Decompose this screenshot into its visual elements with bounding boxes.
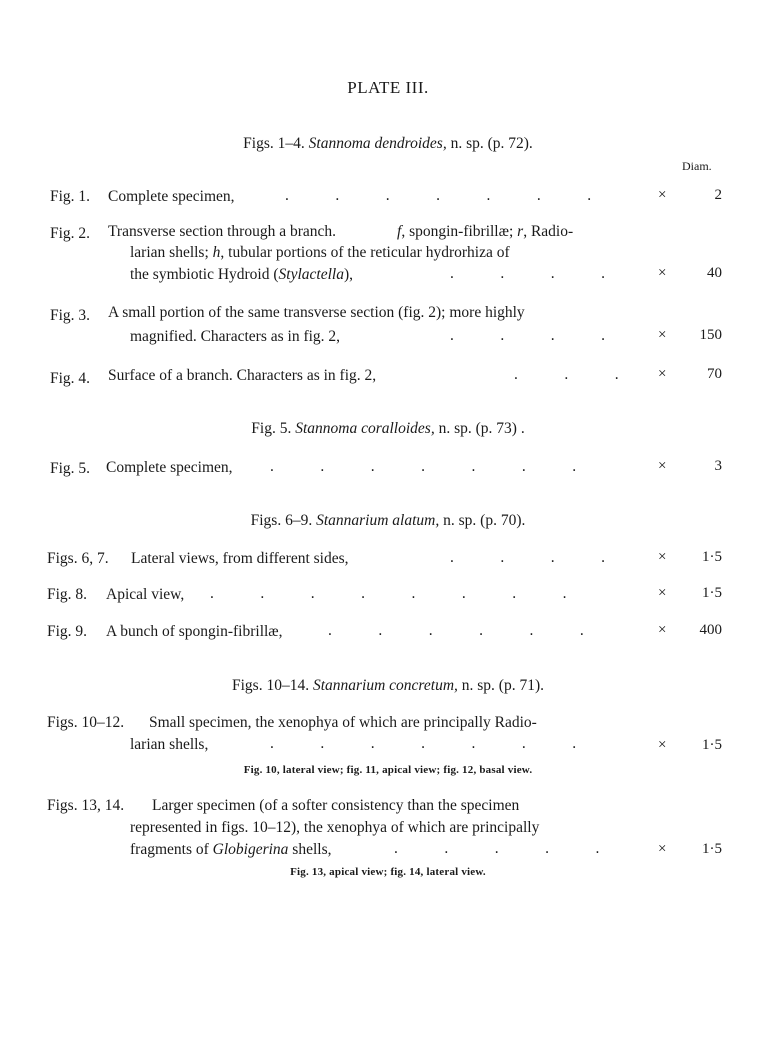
section-heading-stannoma-dendroides: [0, 135, 776, 153]
heading-suffix: n. sp. (p. 70).: [443, 512, 526, 529]
heading-genus: Stannarium alatum,: [316, 512, 440, 529]
magnification: 150: [699, 327, 722, 343]
times-symbol: ×: [658, 549, 667, 565]
figure-note: Fig. 13, apical view; fig. 14, lateral view.: [290, 866, 486, 878]
magnification: 70: [707, 366, 722, 382]
times-symbol: ×: [658, 265, 667, 281]
times-symbol: ×: [658, 737, 667, 753]
entry-label: Fig. 3.: [50, 307, 91, 324]
entry-text: Small specimen, the xenophya of which are principally Radio-: [149, 714, 537, 731]
entry-text: larian shells,: [130, 736, 209, 753]
times-symbol: ×: [658, 622, 667, 638]
entry-text: f, spongin-fibrillæ; r, Radio-: [397, 223, 574, 240]
heading-suffix: n. sp. (p. 71).: [461, 677, 544, 694]
magnification: 1·5: [702, 549, 722, 565]
entry-text: Larger specimen (of a softer consistency than the specimen: [152, 797, 520, 814]
leader-dots: . . . . . . .: [270, 458, 577, 475]
leader-dots: . . .: [514, 366, 619, 383]
heading-genus: Stannoma coralloides,: [295, 420, 435, 437]
magnification: 400: [699, 622, 722, 638]
entry-text: Lateral views, from different sides,: [131, 550, 349, 567]
entry-label: Fig. 9.: [47, 623, 88, 640]
entry-label: Fig. 1.: [50, 188, 91, 205]
heading-prefix: Figs. 10–14.: [231, 677, 310, 694]
magnification: 3: [714, 458, 722, 474]
heading-suffix: n. sp. (p. 72).: [450, 135, 533, 152]
magnification: 2: [714, 187, 722, 203]
entry-text: Complete specimen,: [106, 459, 233, 476]
times-symbol: ×: [658, 841, 667, 857]
heading-prefix: Figs. 6–9.: [250, 512, 313, 529]
entry-text: the symbiotic Hydroid (Stylactella),: [130, 266, 353, 283]
entry-text: fragments of Globigerina shells,: [130, 841, 332, 858]
leader-dots: . . . . . . .: [270, 735, 577, 752]
times-symbol: ×: [658, 327, 667, 343]
entry-label: Fig. 4.: [50, 370, 91, 387]
section-heading-stannarium-alatum: [0, 512, 776, 530]
heading-prefix: Figs. 1–4.: [243, 135, 305, 152]
magnification: 1·5: [702, 737, 722, 753]
leader-dots: . . . .: [450, 549, 605, 566]
leader-dots: . . . . . . .: [285, 187, 592, 204]
entry-label: Figs. 13, 14.: [47, 797, 125, 814]
entry-label: Figs. 10–12.: [47, 714, 125, 731]
entry-label: Figs. 6, 7.: [47, 550, 109, 567]
times-symbol: ×: [658, 366, 667, 382]
entry-text: Surface of a branch. Characters as in fig. 2,: [108, 367, 377, 384]
leader-dots: . . . .: [450, 265, 605, 282]
entry-label: Fig. 2.: [50, 225, 91, 242]
heading-prefix: Fig. 5.: [251, 420, 292, 437]
entry-label: Fig. 5.: [50, 460, 91, 477]
entry-text: A small portion of the same transverse section (fig. 2); more highly: [108, 304, 525, 321]
entry-text: larian shells; h, tubular portions of the reticular hydrorhiza of: [130, 244, 510, 261]
magnification: 1·5: [702, 841, 722, 857]
leader-dots: . . . . . . . .: [210, 585, 567, 602]
figure-note: Fig. 10, lateral view; fig. 11, apical view; fig. 12, basal view.: [243, 764, 533, 776]
times-symbol: ×: [658, 187, 667, 203]
entry-text: Transverse section through a branch.: [108, 223, 336, 240]
heading-genus: Stannarium concretum,: [312, 677, 458, 694]
plate-title: PLATE III.: [347, 78, 429, 97]
section-heading-stannarium-concretum: [0, 677, 776, 695]
magnification: 1·5: [702, 585, 722, 601]
entry-text: represented in figs. 10–12), the xenophya of which are principally: [130, 819, 540, 836]
section-heading-stannoma-coralloides: [0, 420, 776, 438]
leader-dots: . . . . .: [394, 840, 600, 857]
entry-text: Complete specimen,: [108, 188, 235, 205]
times-symbol: ×: [658, 458, 667, 474]
leader-dots: . . . .: [450, 327, 605, 344]
entry-text: Apical view,: [106, 586, 185, 603]
heading-suffix: n. sp. (p. 73) .: [438, 420, 525, 437]
entry-text: A bunch of spongin-fibrillæ,: [106, 623, 283, 640]
magnification: 40: [707, 265, 722, 281]
heading-genus: Stannoma dendroides,: [308, 135, 447, 152]
diam-column-header: Diam.: [682, 159, 712, 173]
times-symbol: ×: [658, 585, 667, 601]
entry-label: Fig. 8.: [47, 586, 88, 603]
entry-text: magnified. Characters as in fig. 2,: [130, 328, 341, 345]
leader-dots: . . . . . .: [328, 622, 584, 639]
